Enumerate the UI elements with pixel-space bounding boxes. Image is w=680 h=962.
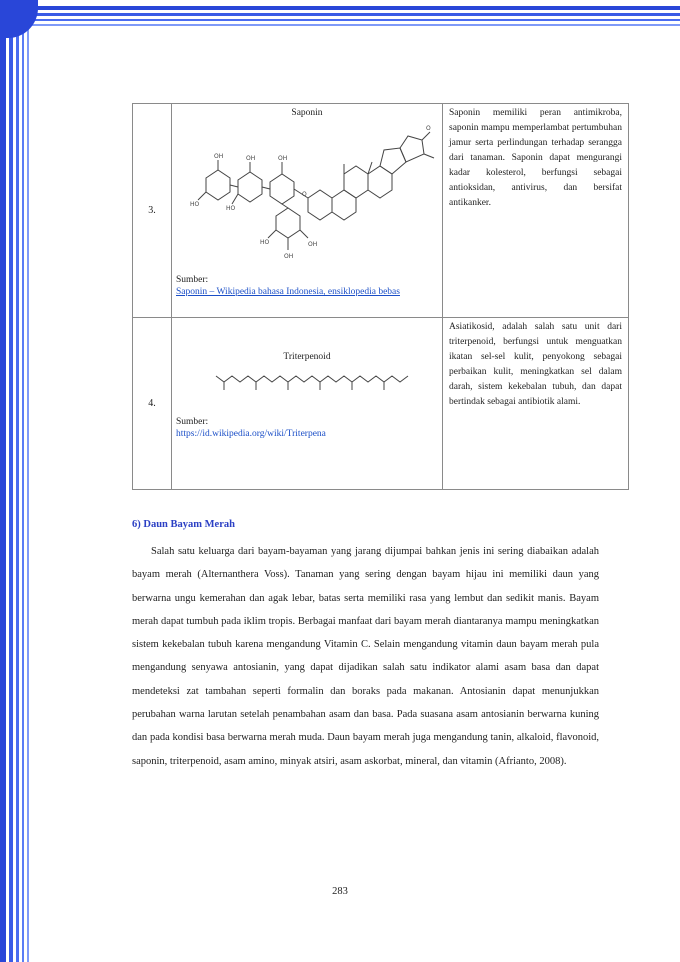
svg-text:OH: OH: [308, 241, 318, 248]
source-link[interactable]: https://id.wikipedia.org/wiki/Triterpena: [176, 429, 326, 439]
row-number: 4.: [133, 318, 172, 490]
svg-text:OH: OH: [214, 153, 224, 160]
source-label: Sumber:: [176, 275, 209, 285]
section-heading: 6) Daun Bayam Merah: [132, 519, 235, 530]
top-border-stripes: [0, 0, 680, 40]
table-row: [133, 104, 629, 318]
triterpenoid-structure-image: [176, 362, 438, 402]
compound-table: [132, 103, 629, 490]
description-cell: Asiatikosid, adalah salah satu unit dari triterpenoid, berfungsi untuk menguatkan ikatan sel-sel kulit, penyokong sebagai perbaikan kulit, meningkatkan sel dalam darah, sistem kekebalan tubuh, dan dapat bertindak sebagai antibiotik alami.: [443, 318, 629, 490]
source-label: Sumber:: [176, 417, 209, 427]
structure-caption: Triterpenoid: [283, 352, 331, 362]
structure-caption: Saponin: [291, 108, 323, 118]
svg-text:HO: HO: [260, 239, 270, 246]
structure-cell: [172, 318, 443, 490]
structure-cell: [172, 104, 443, 318]
svg-text:O: O: [426, 125, 431, 132]
svg-text:OH: OH: [246, 155, 256, 162]
svg-text:OH: OH: [278, 155, 288, 162]
table-row: [133, 318, 629, 490]
saponin-structure-image: [176, 118, 438, 268]
svg-text:O: O: [302, 191, 307, 198]
svg-text:HO: HO: [226, 205, 236, 212]
left-border-stripes: [0, 0, 34, 962]
section-paragraph: Salah satu keluarga dari bayam-bayaman yang jarang dijumpai bahkan jenis ini sering diabaikan adalah bayam merah (Alternanthera Voss). Tanaman yang sering dengan bayam hijau ini memiliki daun yang berwarna ungu kemerahan dan agak lebar, batas serta memiliki rasa yang lembut dan sedikit manis. Bayam merah dapat tumbuh pada iklim tropis. Berbagai manfaat dari bayam merah diantaranya mampu meningkatkan sistem kekebalan tubuh karena mengandung Vitamin C. Selain mengandung vitamin daun bayam merah pula mengandung senyawa antosianin, yang dapat dijadikan salah satu indikator alami asam basa dan dapat mendeteksi zat tambahan seperti formalin dan boraks pada makanan. Antosianin dapat menunjukkan perubahan warna larutan setelah penambahan asam dan basa. Pada suasana asam antosianin berwarna kuning dan pada kondisi basa berwarna merah muda. Daun bayam merah juga mengandung tanin, alkaloid, flavonoid, saponin, triterpenoid, asam amino, minyak atsiri, asam askorbat, mineral, dan vitamin (Afrianto, 2008).: [132, 546, 599, 767]
source-link[interactable]: Saponin – Wikipedia bahasa Indonesia, ensiklopedia bebas: [176, 287, 400, 297]
svg-text:OH: OH: [284, 253, 294, 260]
description-cell: Saponin memiliki peran antimikroba, saponin mampu memperlambat pertumbuhan jamur serta perlindungan terhadap serangga dari tanaman. Saponin dapat mengurangi kadar kolesterol, berfungsi sebagai antioksidan, antivirus, dan bersifat antikanker.: [443, 104, 629, 318]
row-number: 3.: [133, 104, 172, 318]
svg-text:HO: HO: [190, 201, 200, 208]
page-number: 283: [332, 886, 348, 897]
